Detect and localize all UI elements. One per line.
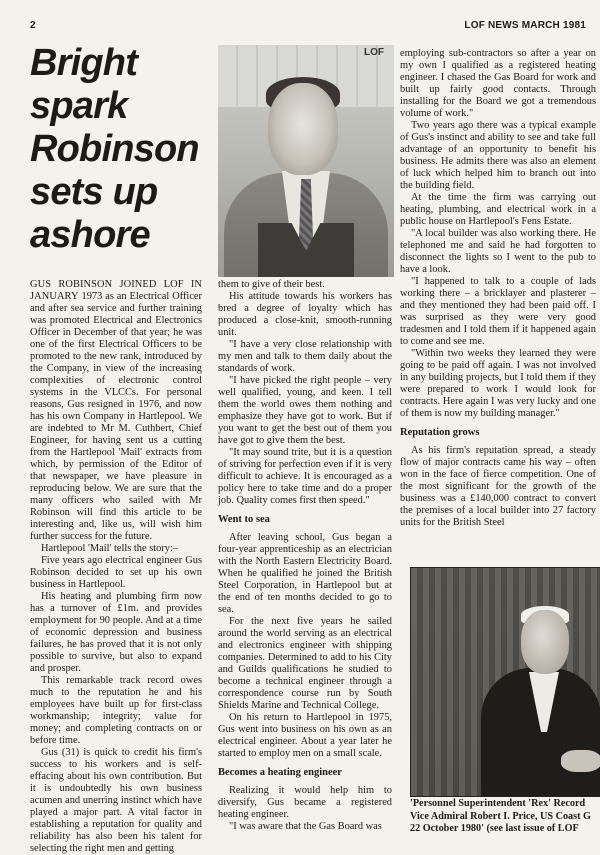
paragraph: them to give of their best.	[218, 279, 325, 290]
paragraph: His attitude towards his workers has bred a degree of loyalty which has produced a close-knit, smooth-running unit.	[218, 291, 392, 338]
ceremony-photo	[410, 567, 600, 797]
paragraph: "A local builder was also working there. He telephoned me and said he had forgotten to disconnect the lights so I went to the pub to have a look.	[400, 228, 596, 275]
article-column-2	[218, 279, 392, 833]
paragraph: "I was aware that the Gas Board was	[229, 821, 382, 832]
photo-face	[521, 610, 569, 674]
paragraph: For the next five years he sailed around the world serving as an electrical and electronics engineer with shipping companies. Determined to add to his City and Guilds qualifications he studied to become a technical engineer through a correspondence course run by South Shields Marine and Technical College.	[218, 616, 392, 711]
page-number: 2	[30, 20, 36, 31]
photo-handshake	[561, 750, 600, 772]
article-column-3	[400, 20, 596, 529]
photo-caption	[410, 798, 600, 838]
caption-line: 22 October 1980' (see last issue of LOF	[410, 823, 579, 834]
paragraph: "I have picked the right people – very well qualified, young, and keen. I tell them the world owes them nothing and emphasize they have got to work. But if you want to get the best out of them you have got to give them the best.	[218, 375, 392, 446]
subhead-went-to-sea: Went to sea	[218, 514, 270, 525]
paragraph: "I have a very close relationship with my men and talk to them daily about the standards of work.	[218, 339, 392, 374]
headline: Bright spark Robinson sets up ashore	[30, 42, 199, 256]
paragraph: Realizing it would help him to diversify, Gus became a registered heating engineer.	[218, 785, 392, 820]
caption-line: Vice Admiral Robert I. Price, US Coast G	[410, 810, 591, 822]
paragraph: Hartlepool 'Mail' tells the story:–	[41, 543, 179, 554]
paragraph: "Within two weeks they learned they were going to be paid off again. I was not involved in any building projects, but I told them if they were prepared to work I would look for contracts. Here again I was very lucky and one of them is now my building manager."	[400, 348, 596, 419]
paragraph: Two years ago there was a typical example of Gus's instinct and ability to see and take full advantage of an opportunity to benefit his business. He admits there was also an element of luck which helped him to branch out into the building field.	[400, 120, 596, 191]
photo-sign: LOF	[364, 47, 384, 58]
paragraph: On his return to Hartlepool in 1975, Gus went into business on his own as an electrical engineer. About a year later he started to employ men on a small scale.	[218, 712, 392, 759]
caption-line: 'Personnel Superintendent 'Rex' Record	[410, 798, 586, 809]
paragraph: At the time the firm was carrying out heating, plumbing, and electrical work in a public house on Hartlepool's Fens Estate.	[400, 192, 596, 227]
paragraph: This remarkable track record owes much to the reputation he and his employees have built up for first-class workmanship; integrity; value for money; and completing contracts on or before time.	[30, 675, 202, 746]
portrait-photo	[218, 45, 394, 277]
paragraph: His heating and plumbing firm now has a turnover of £1m. and provides employment for 90 people. And at a time of economic depression and business failures, he has proved that it is not only possible to survive, but also to expand and prosper.	[30, 591, 202, 674]
paragraph: As his firm's reputation spread, a steady flow of major contracts came his way – often won in the face of fierce competition. One of the most significant for the growth of the business was a £140,000 contract to convert the premises of a local builder into 27 factory units for the British Steel	[400, 445, 596, 528]
subhead-heating-engineer: Becomes a heating engineer	[218, 767, 342, 778]
paragraph: Gus (31) is quick to credit his firm's success to his workers and is self-effacing about his own contribution. But it is undoubtedly his own business acumen and unerring instinct which have played a major part. A vital factor in establishing a reputation for quality and reliability has also been his talent for selecting the right men and getting	[30, 747, 202, 854]
subhead-reputation-grows: Reputation grows	[400, 427, 480, 438]
paragraph: Five years ago electrical engineer Gus Robinson decided to set up his own business in Hartlepool.	[30, 555, 202, 590]
lead-caps: GUS ROBINSON JOINED LOF IN JANUARY	[30, 279, 202, 302]
article-column-1	[30, 279, 202, 855]
paragraph: "It may sound trite, but it is a question of striving for perfection even if it is very difficult to achieve. It is encouraged as a policy here to take time and do a proper job. Quality comes first then speed."	[218, 447, 392, 506]
paragraph: After leaving school, Gus began a four-year apprenticeship as an electrician with the North Eastern Electricity Board. When he qualified he joined the British Steel Corporation, in Hartlepool but at the end of ten months decided to go to sea.	[218, 532, 392, 615]
paragraph: "I happened to talk to a couple of lads working there – a bricklayer and plasterer – and they mentioned they had been paid off. I was surprised as they were very good tradesmen and I told them if it happened again to come and see me.	[400, 276, 596, 347]
running-head: LOF NEWS MARCH 1981	[464, 20, 586, 31]
lead-paragraph	[30, 279, 202, 543]
photo-face	[268, 83, 338, 175]
lead-text: 1973 as an Electrical Officer and after sea service and further training was promoted Electrical and Electronics Officer in December of that year; he was one of the first Electrical Officers to be promoted to the new rank, introduced by the Company, in view of the increasing complexities of electronic control systems in the VLCCs. For personal reasons, Gus resigned in 1976, and now has his own Company in Hartlepool. We are indebted to Mr M. Cuthbert, Chief Engineer, for having sent us a cutting from the Hartlepool 'Mail' extracts from which, by permission of the Editor of that newspaper, we have pleasure in reproducing below. We are sure that the many officers who sailed with Mr Robinson will find this article to be interesting and, like us, will wish him further success for the future.	[30, 291, 202, 542]
paragraph: employing sub-contractors so after a year on my own I qualified as a registered heating engineer. I chased the Gas Board for work and built up fairly good contacts. Through installing for the Board we got a tremendous volume of work."	[400, 48, 596, 119]
